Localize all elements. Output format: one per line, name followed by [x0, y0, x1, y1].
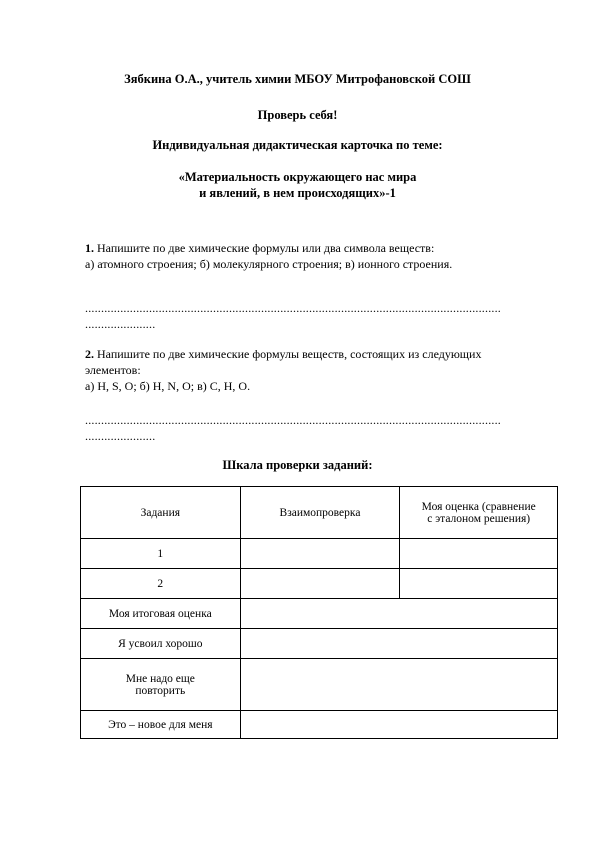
task-2-line1: Напишите по две химические формулы веществ, состоящих из следующих	[94, 347, 482, 361]
task-1	[85, 240, 452, 272]
answer-line-1: ..................................................................................................................................	[85, 301, 501, 315]
topic-line-1: «Материальность окружающего нас мира	[178, 170, 417, 184]
task-2-number: 2.	[85, 347, 94, 361]
page-title: Проверь себя!	[257, 108, 338, 122]
table-row	[81, 629, 558, 659]
answer-line-2: ..................................................................................................................................	[85, 413, 501, 427]
header-cell-self-grade-line1: Моя оценка (сравнение	[421, 500, 536, 513]
topic-line-2: и явлений, в нем происходящих»-1	[199, 186, 396, 200]
table-row	[81, 659, 558, 711]
row-cell-task-1: 1	[81, 539, 241, 569]
task-1-line2: а) атомного строения; б) молекулярного строения; в) ионного строения.	[85, 257, 453, 271]
empty-cell	[240, 599, 557, 629]
empty-cell	[400, 569, 558, 599]
row-cell-learned-well: Я усвоил хорошо	[81, 629, 241, 659]
empty-cell	[240, 539, 400, 569]
table-header-row	[81, 487, 558, 539]
answer-line-1b: ......................	[85, 317, 156, 331]
task-2	[85, 346, 481, 394]
table-row	[81, 539, 558, 569]
task-1-line1: Напишите по две химические формулы или два символа веществ:	[94, 241, 435, 255]
empty-cell	[240, 659, 557, 711]
task-1-number: 1.	[85, 241, 94, 255]
header-cell-peer-check: Взаимопроверка	[240, 487, 400, 539]
row-cell-need-repeat	[81, 659, 241, 711]
table-row	[81, 599, 558, 629]
row-cell-new-for-me: Это – новое для меня	[81, 711, 241, 739]
table-heading: Шкала проверки заданий:	[222, 458, 373, 472]
row-cell-need-repeat-line2: повторить	[135, 684, 186, 697]
row-cell-need-repeat-line1: Мне надо еще	[125, 672, 195, 685]
row-cell-final-grade: Моя итоговая оценка	[81, 599, 241, 629]
assessment-table	[80, 486, 558, 739]
header-cell-self-grade	[400, 487, 558, 539]
answer-line-2b: ......................	[85, 429, 156, 443]
task-2-line3: а) H, S, O; б) H, N, O; в) C, H, O.	[85, 379, 251, 393]
empty-cell	[240, 711, 557, 739]
card-subtitle: Индивидуальная дидактическая карточка по теме:	[152, 138, 443, 152]
task-2-line2: элементов:	[85, 363, 141, 377]
empty-cell	[240, 569, 400, 599]
empty-cell	[400, 539, 558, 569]
header-cell-tasks: Задания	[81, 487, 241, 539]
task-1-text	[85, 240, 452, 256]
author-line: Зябкина О.А., учитель химии МБОУ Митрофановской СОШ	[124, 72, 471, 86]
task-2-text	[85, 346, 481, 362]
table-row	[81, 711, 558, 739]
empty-cell	[240, 629, 557, 659]
row-cell-task-2: 2	[81, 569, 241, 599]
header-cell-self-grade-line2: с эталоном решения)	[427, 512, 531, 525]
table-row	[81, 569, 558, 599]
